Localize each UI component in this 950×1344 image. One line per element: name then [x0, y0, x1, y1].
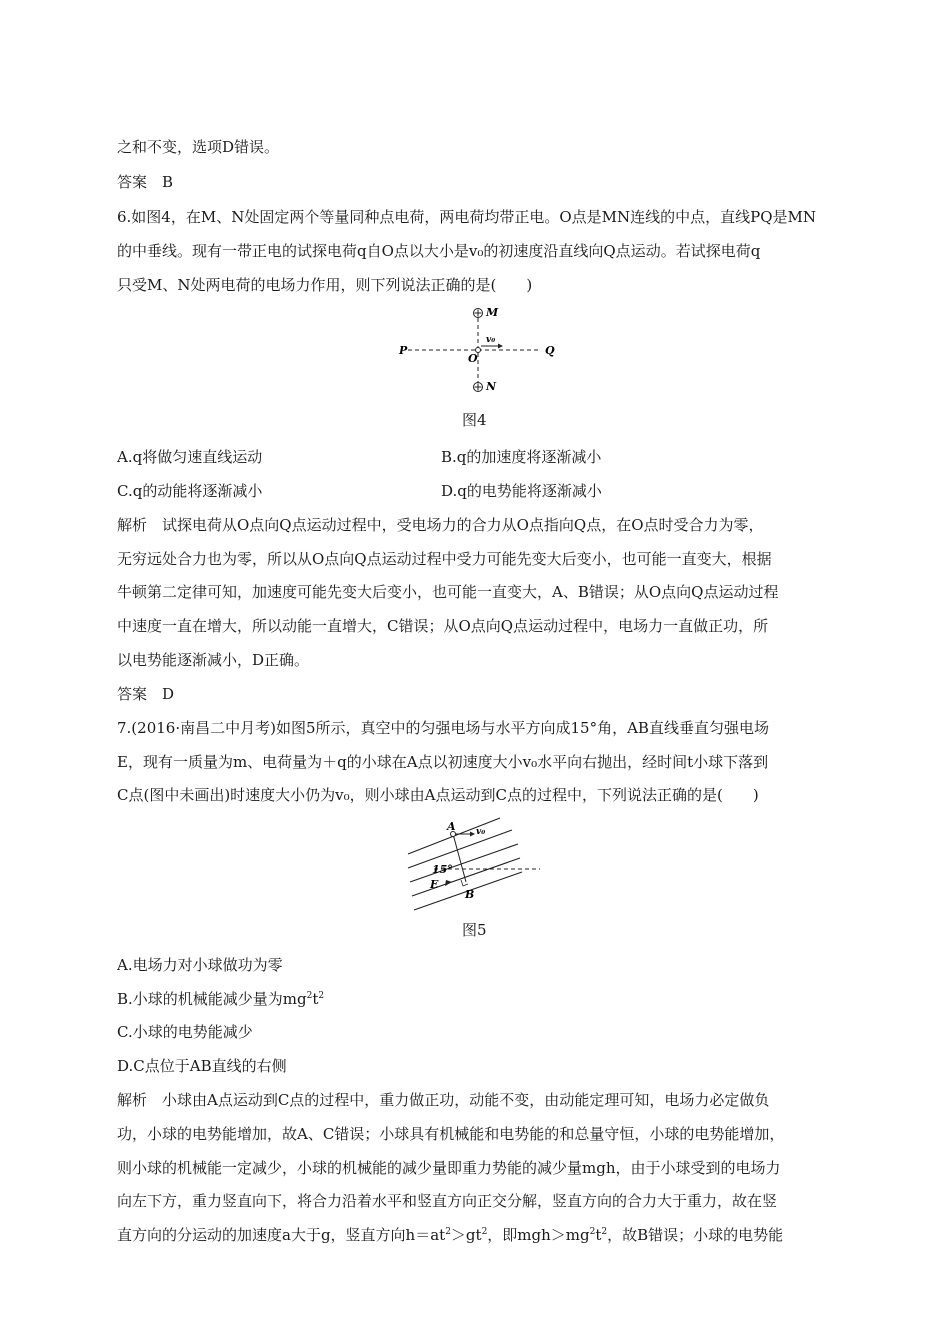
q7-option-c: C.小球的电势能减少: [117, 1023, 253, 1041]
q6-option-d: D.q的电势能将逐渐减小: [441, 482, 602, 500]
q7-analysis-line-4: 向左下方，重力竖直向下，将合力沿着水平和竖直方向正交分解，竖直方向的合力大于重力，故在竖: [117, 1192, 778, 1210]
q6-answer: 答案 D: [117, 685, 175, 703]
label-p: P: [399, 344, 408, 357]
charge-m-icon: [474, 309, 483, 318]
q6-analysis-line-5: 以电势能逐渐减小，D正确。: [117, 651, 310, 669]
field-arrow-icon: [445, 880, 452, 886]
q7-stem-line-2: E，现有一质量为m、电荷量为＋q的小球在A点以初速度大小v₀水平向右抛出，经时间t小球下落到: [117, 753, 769, 771]
q6-option-c: C.q的动能将逐渐减小: [117, 482, 263, 500]
label-m: M: [486, 306, 499, 319]
q6-stem-line-3: 只受M、N处两电荷的电场力作用，则下列说法正确的是( ): [117, 276, 533, 294]
label-angle: 15°: [432, 863, 453, 876]
ab-line: [453, 834, 466, 882]
q7-analysis-line-2: 功，小球的电势能增加，故A、C错误；小球具有机械能和电势能的和总量守恒，小球的电势能增加，: [117, 1125, 785, 1143]
q6-analysis-line-2: 无穷远处合力也为零，所以从O点向Q点运动过程中受力可能先变大后变小，也可能一直变大，根据: [117, 550, 772, 568]
q7-stem-line-3: C点(图中未画出)时速度大小仍为v₀，则小球由A点运动到C点的过程中，下列说法正确的是( ): [117, 786, 759, 804]
label-v0: v₀: [476, 827, 486, 837]
figure-5-caption: 图5: [462, 921, 487, 939]
figure-4-caption: 图4: [462, 411, 487, 429]
q7-option-d: D.C点位于AB直线的右侧: [117, 1057, 287, 1075]
label-a: A: [447, 820, 456, 833]
label-v0: v₀: [486, 335, 496, 345]
figure-5-diagram: [400, 812, 550, 912]
q6-option-a: A.q将做匀速直线运动: [117, 448, 263, 466]
label-e: E: [430, 878, 439, 891]
q6-stem-line-1: 6.如图4，在M、N处固定两个等量同种点电荷，两电荷均带正电。O点是MN连线的中点，直线PQ是MN: [117, 208, 816, 226]
prev-answer: 答案 B: [117, 173, 174, 191]
figure-4-diagram: [390, 300, 570, 400]
prev-continuation: 之和不变，选项D错误。: [117, 138, 280, 156]
charge-n-icon: [474, 383, 483, 392]
q6-stem-line-2: 的中垂线。现有一带正电的试探电荷q自O点以大小是v₀的初速度沿直线向Q点运动。若试探电荷q: [117, 242, 761, 260]
q7-analysis-line-3: 则小球的机械能一定减少，小球的机械能的减少量即重力势能的减少量mgh，由于小球受到的电场力: [117, 1159, 781, 1177]
q6-analysis-line-3: 牛顿第二定律可知，加速度可能先变大后变小，也可能一直变大，A、B错误；从O点向Q点运动过程: [117, 583, 779, 601]
label-n: N: [486, 380, 497, 393]
label-o: O: [468, 352, 478, 365]
q7-analysis-line-1: 解析 小球由A点运动到C点的过程中，重力做正功，动能不变，由动能定理可知，电场力必定做负: [117, 1091, 770, 1109]
q6-analysis-line-4: 中速度一直在增大，所以动能一直增大，C错误；从O点向Q点运动过程中，电场力一直做正功，所: [117, 617, 769, 635]
q7-option-a: A.电场力对小球做功为零: [117, 956, 283, 974]
q7-stem-line-1: 7.(2016·南昌二中月考)如图5所示，真空中的匀强电场与水平方向成15°角，AB直线垂直匀强电场: [117, 719, 769, 737]
label-b: B: [465, 888, 475, 901]
q7-option-b: B.小球的机械能减少量为$mg^2t^2$: [117, 990, 325, 1008]
q6-option-b: B.q的加速度将逐渐减小: [441, 448, 602, 466]
q6-analysis-line-1: 解析 试探电荷从O点向Q点运动过程中，受电场力的合力从O点指向Q点，在O点时受合力为零，: [117, 516, 764, 534]
label-q: Q: [545, 344, 555, 357]
q7-analysis-line-5: 直方向的分运动的加速度a大于g，竖直方向$h=at^2>gt^2$，即$mgh>mg^2t^2$，故B错误；小球的电势能: [117, 1226, 784, 1244]
